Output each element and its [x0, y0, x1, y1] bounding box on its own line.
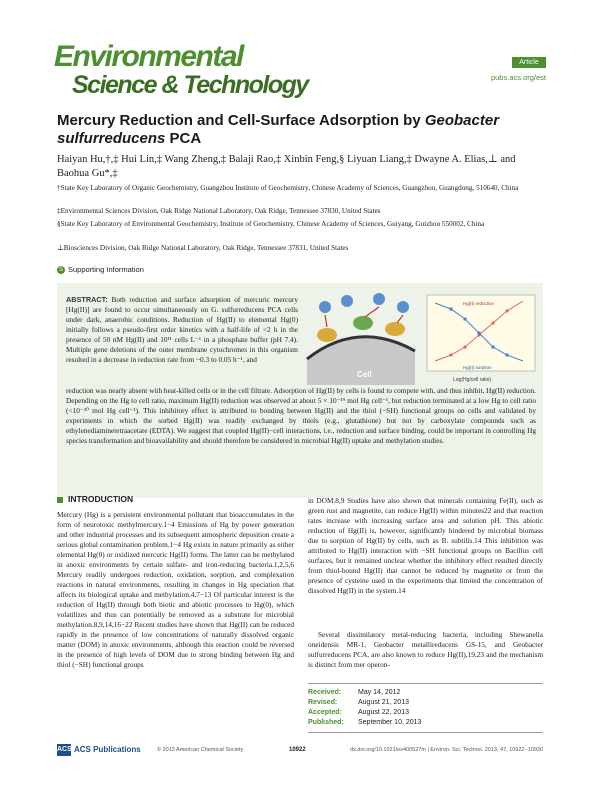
hg-ion-3 [373, 293, 385, 305]
intro-left-column: Mercury (Hg) is a persistent environmental pollutant that bioaccumulates in the form of neurotoxic methylmercury.1−4 Emissions of Hg by power generation and other industrial processes and its subsequent atmospheric deposition create a serious global contamination problem.1−4 Hg exists in nature primarily as either elemental Hg(0) or oxidized mercuric Hg(II) forms. The latter can be methylated in anoxic environments by certain sulfate- and iron-reducing bacteria.1,2,5,6 Mercury readily undergoes reduction, oxidation, sorption, and complexation reactions in natural environments, resulting in changes in Hg speciation that affects its biological uptake and methylation.4,7−13 Of particular interest is the reduction of Hg(II) through both biotic and abiotic processes to Hg(0), which volatilizes and thus can potentially be removed as a substrate for microbial methylation.8,9,14,16−22 Recent studies have shown that Hg(II) can be reduced rapidly in the presence of low concentrations of naturally dissolved organic matter (DOM) in anoxic environments, although this reaction could be reversed in the presence of high levels of DOM due to strong binding between Hg and thiol (−SH) functional groups [57, 510, 294, 669]
hg-ion-4 [397, 301, 409, 313]
introduction-heading-label: INTRODUCTION [68, 494, 134, 504]
abstract-body-1: Both reduction and surface adsorption of mercuric mercury [Hg(II)] are found to occur simultaneously on G. sulfurreducens PCA cells under dark, anaerobic conditions. Reduction of Hg(II) to elemental Hg(0) initially follows a pseudo-first order kinetics with a half-life of <2 h in the presence of 50 nM Hg(II) and 10¹¹ cells L⁻¹ in a phosphate buffer (pH 7.4). Multiple gene deletions of the outer membrane cytochromes in this organism resulted in a decrease in reduction rate from ~0.3 to 0.05 h⁻¹, and [66, 295, 298, 364]
title-species: Geobacter sulfurreducens [57, 112, 500, 147]
abstract-text-part1 [66, 295, 298, 365]
cytochrome-1 [317, 328, 337, 342]
affiliation-1: †State Key Laboratory of Organic Geochemistry, Guangzhou Institute of Geochemistry, Chinese Academy of Sciences, Guangzhou, Guangdong, 510640, China [57, 184, 519, 192]
supporting-info-icon: S [58, 267, 63, 274]
journal-logo [54, 40, 308, 104]
legend-reduction: Hg(II) reduction [463, 301, 495, 306]
article-type-badge: Article [512, 57, 546, 68]
logo-line2: Science & Technology [72, 71, 308, 99]
inset-axis-label: Log(Hg/cell ratio) [453, 377, 492, 383]
reaction-arrow-1 [325, 315, 327, 327]
page-footer [57, 742, 543, 760]
hg-ion-1 [319, 301, 331, 313]
hg-ion-2 [341, 295, 353, 307]
affiliation-3: §State Key Laboratory of Environmental Geochemistry, Institute of Geochemistry, Chinese Academy of Sciences, Guiyang, Guizhou 550002, China [57, 220, 485, 228]
intro-right-paragraph2: Several dissimilatory metal-reducing bacteria, including Shewanella oneidensis MR-1, Geobacter metallireducens GS-15, and Geobacter sulfurreducens PCA, are also known to reduce Hg(II),19,23 and the mechanism is distinct from mer operon- [308, 630, 543, 669]
intro-right-column: in DOM.8,9 Studies have also shown that minerals containing Fe(II), such as green rust and magnetite, can reduce Hg(II) within minutes22 and that reaction rates increase with increasing surface area and solution pH. This abiotic reduction of Hg(II) is, however, significantly hindered by microbial biomass due to sorption of Hg(II) by cells, such as B. subtilis.14 This inhibition was attributed to Hg(II) interaction with −SH functional groups on Bacillus cell surfaces, but it remained unclear whether the inhibitory effect resulted directly from thiol-bound Hg(II) that cannot be reduced by magnetite or from the presence of cysteine used in the experiments that limited the concentration of dissolved Hg(II) in the system.14 [308, 496, 543, 595]
date-received: Received: May 14, 2012 [308, 689, 401, 696]
date-published: Published: September 10, 2013 [308, 719, 422, 726]
author-list: Haiyan Hu,†,‡ Hui Lin,‡ Wang Zheng,‡ Balaji Rao,‡ Xinbin Feng,§ Liyuan Liang,‡ Dwayne A. Elias,⊥ and Baohua Gu*,‡ [57, 154, 516, 179]
introduction-heading [57, 494, 133, 504]
abstract-label: ABSTRACT: [66, 295, 108, 304]
journal-url-link[interactable]: pubs.acs.org/est [490, 73, 546, 82]
supporting-info-label: Supporting Information [68, 265, 144, 274]
publisher-name: ACS Publications [74, 745, 141, 755]
affiliation-2: ‡Environmental Sciences Division, Oak Ridge National Laboratory, Oak Ridge, Tennessee 37830, United States [57, 207, 381, 215]
legend-sorption: Hg(II) sorption [463, 365, 492, 370]
copyright-notice: © 2013 American Chemical Society [157, 747, 244, 753]
cytochrome-3 [385, 322, 405, 336]
affiliation-4: ⊥Biosciences Division, Oak Ridge National Laboratory, Oak Ridge, Tennessee 37831, United States [57, 244, 349, 252]
toc-graphic [303, 289, 539, 385]
title-main: Mercury Reduction and Cell-Surface Adsorption by [57, 112, 425, 129]
date-revised: Revised: August 21, 2013 [308, 699, 409, 706]
acs-publications-logo[interactable] [57, 744, 141, 756]
paper-title [57, 112, 557, 148]
page-number: 10922 [289, 747, 306, 753]
reaction-arrow-2 [365, 307, 379, 317]
doi-citation-link[interactable]: dx.doi.org/10.1021/es400527m | Environ. Sci. Technol. 2013, 47, 10922−10930 [350, 747, 543, 753]
date-accepted: Accepted: August 22, 2013 [308, 709, 409, 716]
section-marker-icon [57, 497, 63, 503]
publication-dates [308, 683, 543, 733]
acs-icon: ACS [57, 744, 71, 756]
cytochrome-2 [353, 316, 373, 330]
supporting-information-link[interactable] [57, 265, 144, 274]
abstract-text-part2: reduction was nearly absent with heat-killed cells or in the cell filtrate. Adsorption of Hg(II) by cells is found to compete with, and thus inhibit, Hg(II) reduction. Depending on the Hg to cell ratio, maximum Hg(II) reduction was observed at about 5 × 10⁻¹⁹ mol Hg cell⁻¹, but reduction terminated at a low Hg to cell ratio (<10⁻²⁰ mol Hg cell⁻¹). This inhibitory effect is attributed to bonding between Hg(II) and the thiol (−SH) functional groups on cells and validated by experiments in which the sorbed Hg(II) was readily exchanged by thiols (e.g., glutathione) but not by carboxylate compounds such as ethylenediaminetetraacetate (EDTA). We suggest that coupled Hg(II)−cell interactions, i.e., reduction and surface binding, could be important in controlling Hg species transformation and bioavailability and should therefore be considered in microbial Hg(II) uptake and methylation studies. [66, 386, 536, 445]
title-end: PCA [165, 130, 202, 147]
cell-label: Cell [357, 370, 372, 379]
logo-line1: Environmental [54, 40, 243, 73]
reaction-arrow-3 [397, 315, 403, 323]
